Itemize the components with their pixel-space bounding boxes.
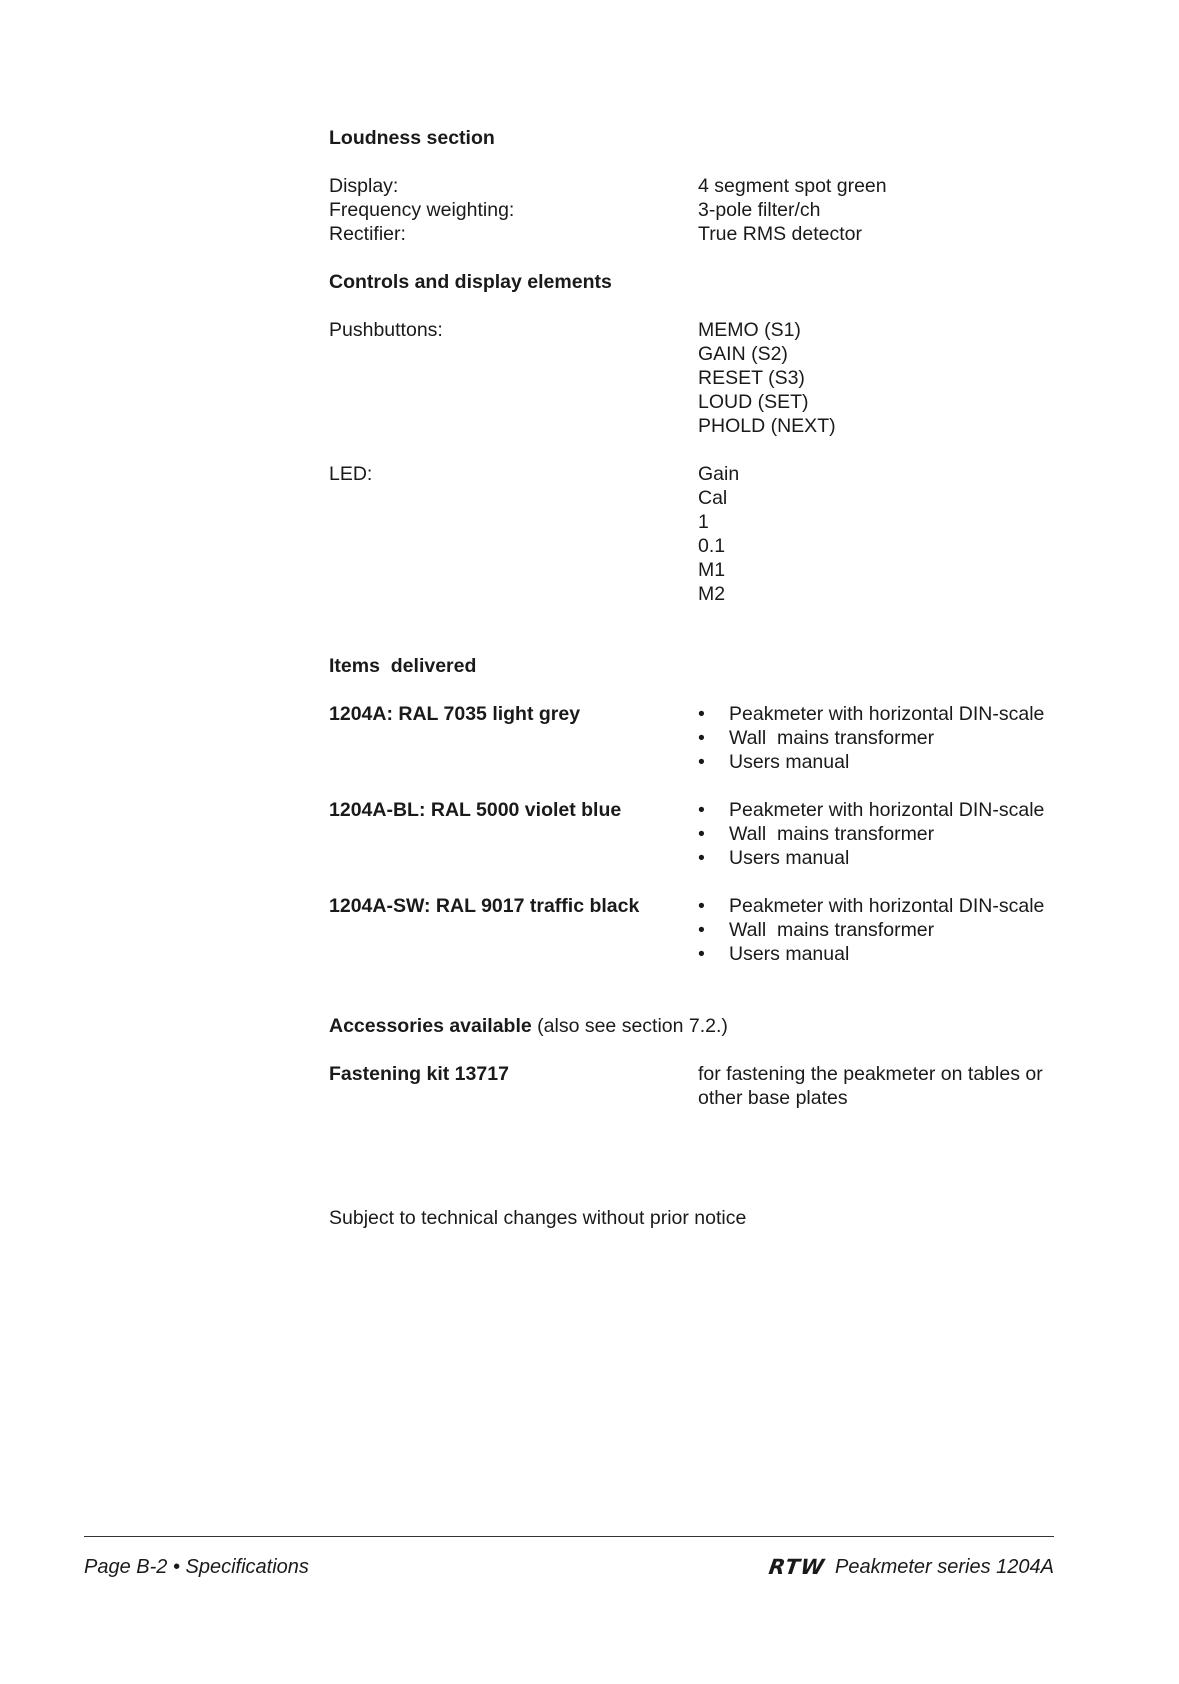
- rectifier-label: Rectifier:: [329, 223, 406, 245]
- bullet-icon: •: [698, 799, 705, 821]
- list-item: Wall mains transformer: [729, 823, 935, 845]
- model-label: 1204A-BL: RAL 5000 violet blue: [329, 799, 622, 821]
- rectifier-value: True RMS detector: [698, 223, 862, 245]
- list-item: Peakmeter with horizontal DIN-scale: [729, 799, 1045, 821]
- fastening-kit-label: Fastening kit 13717: [329, 1063, 509, 1085]
- controls-heading: Controls and display elements: [329, 271, 612, 293]
- fastening-kit-desc-line1: for fastening the peakmeter on tables or: [698, 1063, 1043, 1085]
- list-item: Wall mains transformer: [729, 919, 935, 941]
- bullet-icon: •: [698, 847, 705, 869]
- frequency-weighting-label: Frequency weighting:: [329, 199, 515, 221]
- fastening-kit-desc-line2: other base plates: [698, 1087, 848, 1109]
- list-item: Users manual: [729, 847, 850, 869]
- led-item: M1: [698, 559, 726, 581]
- bullet-icon: •: [698, 823, 705, 845]
- bullet-icon: •: [698, 751, 705, 773]
- led-item: M2: [698, 583, 726, 605]
- led-label: LED:: [329, 463, 373, 485]
- bullet-icon: •: [698, 727, 705, 749]
- frequency-weighting-value: 3-pole filter/ch: [698, 199, 821, 221]
- led-item: 1: [698, 511, 709, 533]
- list-item: Users manual: [729, 943, 850, 965]
- led-item: Gain: [698, 463, 740, 485]
- display-label: Display:: [329, 175, 399, 197]
- led-item: Cal: [698, 487, 728, 509]
- rtw-logo: RTW: [767, 1555, 827, 1579]
- footer-right: [769, 1555, 1054, 1579]
- list-item: Users manual: [729, 751, 850, 773]
- pushbutton-item: LOUD (SET): [698, 391, 809, 413]
- accessories-heading-bold: Accessories available: [329, 1015, 532, 1037]
- model-label: 1204A: RAL 7035 light grey: [329, 703, 581, 725]
- pushbutton-item: RESET (S3): [698, 367, 805, 389]
- accessories-heading-note: (also see section 7.2.): [531, 1015, 728, 1037]
- accessories-heading: [329, 1014, 728, 1038]
- items-heading: Items delivered: [329, 655, 477, 677]
- bullet-icon: •: [698, 943, 705, 965]
- list-item: Peakmeter with horizontal DIN-scale: [729, 895, 1045, 917]
- pushbuttons-label: Pushbuttons:: [329, 319, 443, 341]
- bullet-icon: •: [698, 895, 705, 917]
- model-label: 1204A-SW: RAL 9017 traffic black: [329, 895, 640, 917]
- technical-changes-notice: Subject to technical changes without prior notice: [329, 1207, 747, 1229]
- pushbutton-item: GAIN (S2): [698, 343, 788, 365]
- list-item: Wall mains transformer: [729, 727, 935, 749]
- footer-divider: [84, 1536, 1054, 1537]
- footer-page-label: Page B-2 • Specifications: [84, 1556, 309, 1578]
- led-item: 0.1: [698, 535, 726, 557]
- pushbutton-item: PHOLD (NEXT): [698, 415, 836, 437]
- list-item: Peakmeter with horizontal DIN-scale: [729, 703, 1045, 725]
- footer-product-title: Peakmeter series 1204A: [834, 1556, 1054, 1578]
- bullet-icon: •: [698, 703, 705, 725]
- display-value: 4 segment spot green: [698, 175, 887, 197]
- pushbutton-item: MEMO (S1): [698, 319, 801, 341]
- loudness-heading: Loudness section: [329, 127, 495, 149]
- bullet-icon: •: [698, 919, 705, 941]
